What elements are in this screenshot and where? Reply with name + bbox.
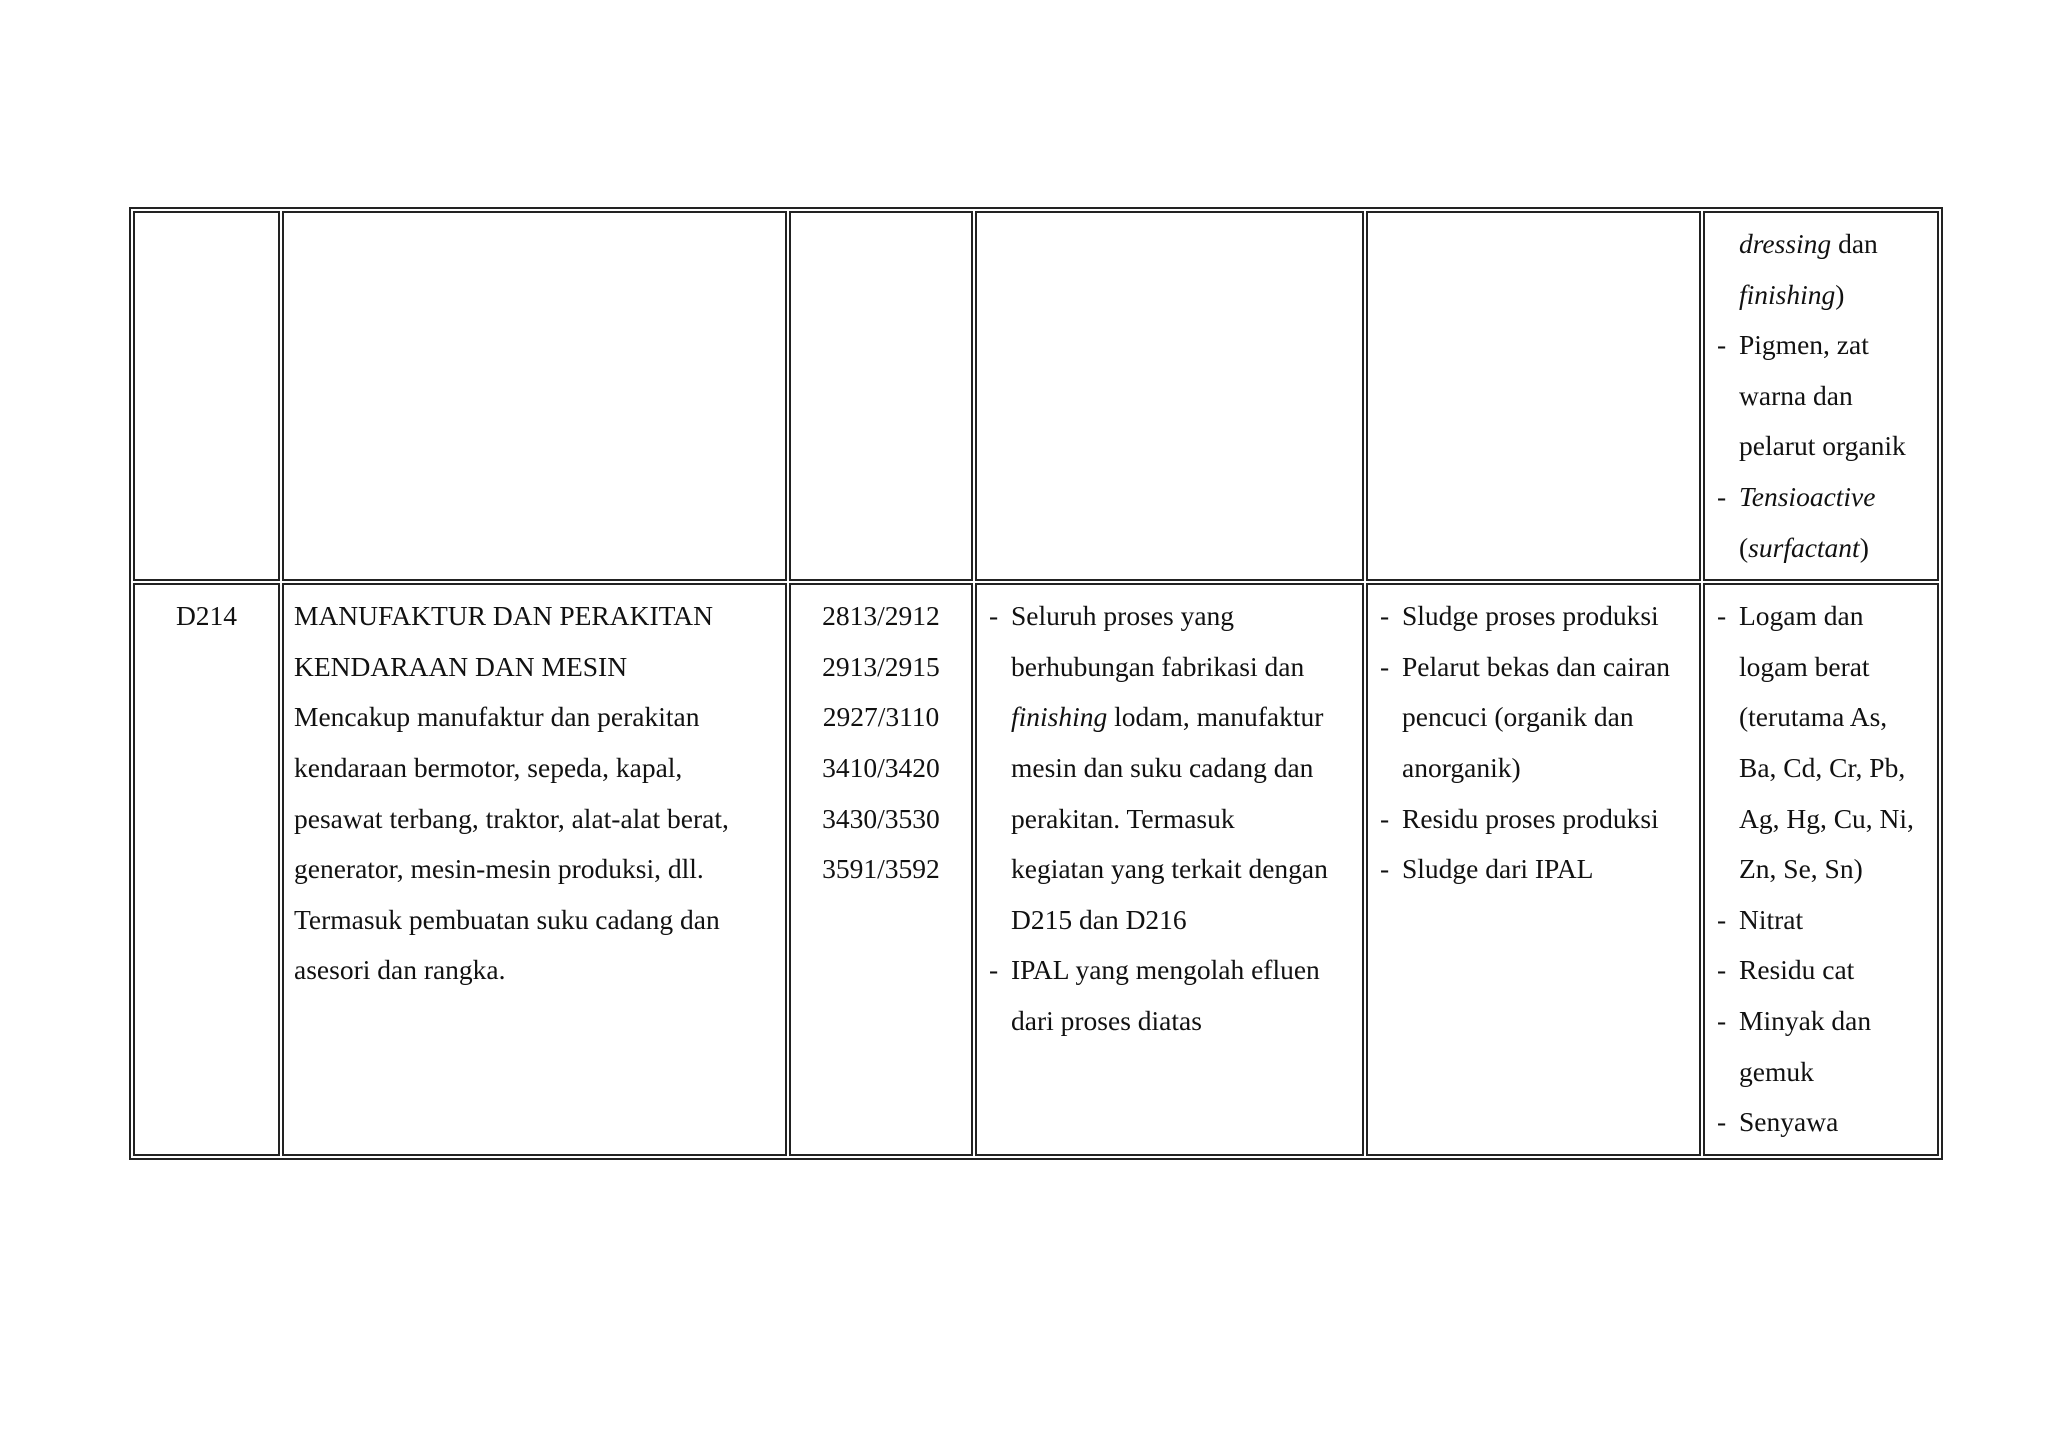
- text-run: berhubungan fabrikasi dan: [1011, 650, 1305, 682]
- list-item: [1715, 945, 1927, 996]
- list-item-continuation: [987, 996, 1352, 1047]
- italic-term: finishing: [1739, 278, 1836, 310]
- cell-line: 2813/2912: [822, 600, 940, 632]
- text-run: Sludge dari IPAL: [1402, 853, 1594, 885]
- list-item-continuation: [1715, 794, 1927, 845]
- list-item-continuation: [1715, 743, 1927, 794]
- text-run: mesin dan suku cadang dan: [1011, 751, 1314, 783]
- text-run: IPAL yang mengolah efluen: [1011, 954, 1320, 986]
- cell-line: 2927/3110: [822, 701, 940, 733]
- dash-list: [1378, 591, 1689, 895]
- list-item-continuation: [1715, 523, 1927, 574]
- list-item: [1715, 472, 1927, 523]
- text-run: Pelarut bekas dan cairan: [1402, 650, 1671, 682]
- text-run: lodam, manufaktur: [1107, 701, 1324, 733]
- list-item-continuation: [1715, 692, 1927, 743]
- italic-term: dressing: [1739, 228, 1832, 259]
- dash-list: [1715, 219, 1927, 573]
- table-row: [133, 583, 1939, 1156]
- cell-line: pesawat terbang, traktor, alat-alat berat,: [294, 802, 729, 834]
- pollutant-cell: [1703, 583, 1939, 1156]
- cell-line: 3591/3592: [822, 853, 940, 885]
- table-row: [133, 211, 1939, 581]
- text-run: Ag, Hg, Cu, Ni,: [1739, 802, 1914, 834]
- text-run: logam berat: [1739, 650, 1870, 682]
- text-run: perakitan. Termasuk: [1011, 802, 1235, 834]
- list-item: [1378, 642, 1689, 693]
- text-run: (terutama As,: [1739, 701, 1888, 733]
- activity-cell: [282, 583, 787, 1156]
- list-item: [1715, 591, 1927, 642]
- text-run: Nitrat: [1739, 903, 1804, 935]
- list-item: [1378, 591, 1689, 642]
- cell-line: 3410/3420: [822, 751, 940, 783]
- text-run: Ba, Cd, Cr, Pb,: [1739, 751, 1906, 783]
- list-item: [1715, 895, 1927, 946]
- list-item-continuation: [1715, 371, 1927, 422]
- text-run: pelarut organik: [1739, 430, 1906, 462]
- text-run: gemuk: [1739, 1055, 1814, 1087]
- cell-line: kendaraan bermotor, sepeda, kapal,: [294, 751, 683, 783]
- text-run: dari proses diatas: [1011, 1004, 1202, 1036]
- list-item-continuation: [1378, 692, 1689, 743]
- italic-term: Tensioactive: [1739, 480, 1876, 512]
- list-item-continuation: [1715, 1047, 1927, 1098]
- isic-cell: [789, 211, 973, 581]
- activity-cell: [282, 211, 787, 581]
- list-item-continuation: [1715, 270, 1927, 321]
- pollutant-cell: [1703, 211, 1939, 581]
- text-run: Seluruh proses yang: [1011, 600, 1235, 632]
- text-run: Senyawa: [1739, 1106, 1839, 1138]
- dash-list: [987, 591, 1352, 1046]
- text-run: anorganik): [1402, 751, 1521, 783]
- list-item: [987, 945, 1352, 996]
- text-run: warna dan: [1739, 379, 1853, 411]
- cell-line: generator, mesin-mesin produksi, dll.: [294, 853, 704, 885]
- text-run: pencuci (organik dan: [1402, 701, 1634, 733]
- cell-line: MANUFAKTUR DAN PERAKITAN: [294, 600, 713, 632]
- waste-source-table: [129, 207, 1943, 1160]
- text-run: dan: [1831, 228, 1878, 259]
- list-item: [987, 591, 1352, 642]
- italic-term: surfactant: [1748, 531, 1860, 563]
- cell-line: 3430/3530: [822, 802, 940, 834]
- text-run: kegiatan yang terkait dengan: [1011, 853, 1328, 885]
- list-item-continuation: [1715, 219, 1927, 270]
- list-item: [1378, 844, 1689, 895]
- list-item-continuation: [1715, 642, 1927, 693]
- text-run: ): [1835, 278, 1845, 310]
- list-item-continuation: [1378, 743, 1689, 794]
- list-item: [1715, 996, 1927, 1047]
- text-run: (: [1739, 531, 1749, 563]
- list-item-continuation: [1715, 844, 1927, 895]
- text-run: Sludge proses produksi: [1402, 600, 1659, 632]
- text-run: Residu proses produksi: [1402, 802, 1659, 834]
- list-item-continuation: [987, 895, 1352, 946]
- process-cell: [975, 583, 1364, 1156]
- waste-cell: [1366, 211, 1701, 581]
- list-item-continuation: [987, 794, 1352, 845]
- list-item-continuation: [987, 743, 1352, 794]
- cell-line: KENDARAAN DAN MESIN: [294, 650, 628, 682]
- code-cell: [133, 211, 280, 581]
- list-item-continuation: [987, 844, 1352, 895]
- text-run: D215 dan D216: [1011, 903, 1187, 935]
- cell-line: Termasuk pembuatan suku cadang dan: [294, 903, 720, 935]
- list-item: [1378, 794, 1689, 845]
- italic-term: finishing: [1011, 701, 1108, 733]
- list-item: [1715, 320, 1927, 371]
- isic-cell: [789, 583, 973, 1156]
- text-run: Minyak dan: [1739, 1004, 1872, 1036]
- cell-line: 2913/2915: [822, 650, 940, 682]
- list-item-continuation: [987, 642, 1352, 693]
- list-item-continuation: [1715, 421, 1927, 472]
- waste-cell: [1366, 583, 1701, 1156]
- list-item-continuation: [987, 692, 1352, 743]
- cell-line: asesori dan rangka.: [294, 954, 506, 986]
- text-run: Pigmen, zat: [1739, 329, 1869, 361]
- code-cell: D214: [133, 583, 280, 1156]
- dash-list: [1715, 591, 1927, 1148]
- text-run: ): [1859, 531, 1869, 563]
- cell-line: Mencakup manufaktur dan perakitan: [294, 701, 700, 733]
- process-cell: [975, 211, 1364, 581]
- text-run: Zn, Se, Sn): [1739, 853, 1863, 885]
- text-run: Residu cat: [1739, 954, 1855, 986]
- text-run: Logam dan: [1739, 600, 1864, 632]
- list-item: [1715, 1097, 1927, 1148]
